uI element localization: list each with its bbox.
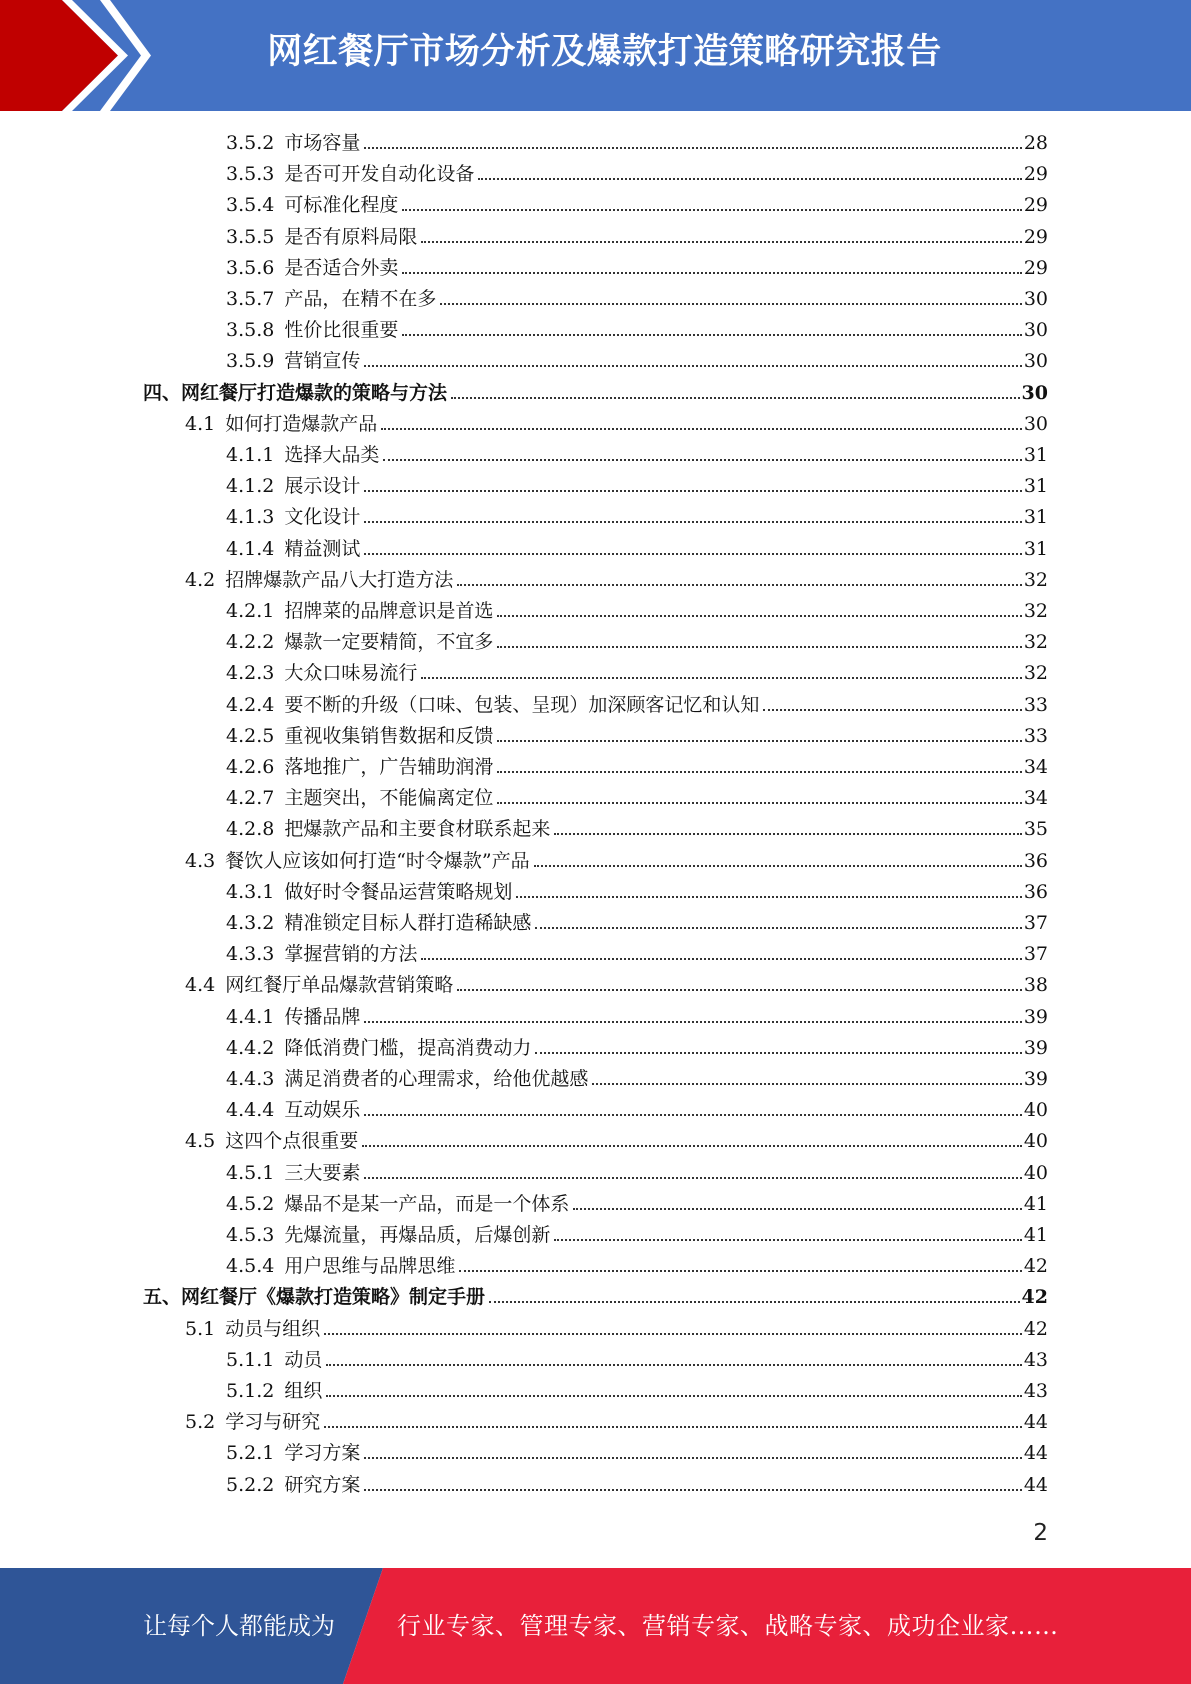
toc-entry-title: 做好时令餐品运营策略规划	[284, 880, 513, 903]
toc-entry-title: 招牌爆款产品八大打造方法	[225, 568, 454, 591]
toc-entry-title: 是否可开发自动化设备	[284, 163, 475, 186]
toc-entry-title: 餐饮人应该如何打造“时令爆款”产品	[225, 849, 530, 872]
toc-entry-page: 39	[1023, 1068, 1048, 1090]
toc-entry-number: 5.1.2	[226, 1380, 275, 1402]
toc-entry-page: 36	[1023, 880, 1048, 903]
toc-entry-page: 33	[1023, 693, 1048, 716]
toc-entry-number: 5.2.1	[226, 1442, 275, 1465]
toc-entry-number: 4.4.4	[226, 1099, 275, 1122]
toc-dot-leader	[592, 1082, 1021, 1085]
toc-entry[interactable]	[185, 846, 1048, 877]
toc-entry-page: 32	[1023, 568, 1048, 591]
toc-entry[interactable]	[226, 1064, 1048, 1095]
toc-entry-page: 32	[1023, 662, 1048, 685]
toc-entry-title: 降低消费门槛，提高消费动力	[284, 1036, 532, 1059]
toc-dot-leader	[364, 364, 1021, 367]
toc-entry-number: 4.2.3	[226, 662, 275, 685]
toc-entry-page: 31	[1023, 506, 1048, 529]
toc-dot-leader	[381, 427, 1022, 430]
toc-entry-title: 重视收集销售数据和反馈	[284, 724, 494, 747]
toc-entry[interactable]	[226, 159, 1048, 190]
toc-entry-title: 市场容量	[284, 132, 361, 154]
toc-dot-leader	[573, 1207, 1021, 1210]
toc-entry[interactable]	[226, 1345, 1048, 1376]
toc-dot-leader	[535, 1051, 1021, 1054]
toc-entry[interactable]	[226, 253, 1048, 284]
toc-entry[interactable]	[226, 752, 1048, 783]
toc-entry-page: 43	[1023, 1348, 1048, 1371]
toc-dot-leader	[516, 895, 1021, 898]
toc-entry-number: 5.2	[185, 1411, 216, 1434]
toc-entry[interactable]	[226, 222, 1048, 253]
toc-entry-title: 是否适合外卖	[284, 256, 399, 279]
toc-dot-leader	[554, 1238, 1021, 1241]
toc-entry-page: 35	[1023, 818, 1048, 841]
toc-entry[interactable]	[226, 1376, 1048, 1407]
toc-dot-leader	[457, 583, 1022, 586]
toc-dot-leader	[497, 739, 1021, 742]
toc-entry-title: 学习方案	[284, 1442, 361, 1465]
toc-entry-number: 4.2	[185, 568, 216, 591]
toc-entry[interactable]	[226, 1189, 1048, 1220]
toc-entry-page: 29	[1023, 163, 1048, 186]
toc-entry-title: 先爆流量，再爆品质，后爆创新	[284, 1224, 551, 1246]
toc-dot-leader	[364, 1488, 1021, 1491]
toc-entry-number: 4.3.1	[226, 880, 275, 903]
toc-dot-leader	[402, 271, 1021, 274]
toc-entry-number: 4.4.2	[226, 1036, 275, 1059]
toc-entry-title: 产品，在精不在多	[284, 288, 437, 310]
toc-entry-page: 44	[1023, 1473, 1048, 1496]
toc-entry[interactable]	[226, 596, 1048, 627]
toc-entry-title: 三大要素	[284, 1161, 361, 1184]
toc-dot-leader	[534, 864, 1022, 867]
toc-entry-number: 4.3	[185, 849, 216, 872]
toc-entry[interactable]	[226, 128, 1048, 159]
toc-entry-number: 4.1.1	[226, 444, 275, 466]
toc-entry-number: 3.5.3	[226, 163, 275, 186]
toc-entry-page: 43	[1023, 1380, 1048, 1402]
toc-entry-title: 网红餐厅单品爆款营销策略	[225, 974, 454, 997]
toc-entry-page: 33	[1023, 724, 1048, 747]
toc-entry-title: 招牌菜的品牌意识是首选	[284, 600, 494, 622]
toc-entry-number: 4.5	[185, 1130, 216, 1153]
toc-entry-page: 29	[1023, 194, 1048, 217]
toc-dot-leader	[364, 520, 1021, 523]
toc-entry-title: 爆品不是某一产品，而是一个体系	[284, 1192, 570, 1215]
toc-entry[interactable]	[226, 877, 1048, 908]
toc-entry-title: 组织	[284, 1380, 323, 1402]
toc-entry-title: 营销宣传	[284, 350, 361, 373]
toc-entry[interactable]	[226, 908, 1048, 939]
toc-entry-page: 31	[1023, 475, 1048, 498]
toc-entry-page: 29	[1023, 256, 1048, 279]
toc-dot-leader	[364, 1456, 1021, 1459]
toc-entry-title: 网红餐厅《爆款打造策略》制定手册	[181, 1286, 486, 1309]
toc-entry-number: 3.5.5	[226, 225, 275, 248]
toc-entry-number: 四、	[143, 381, 182, 404]
toc-entry-title: 精准锁定目标人群打造稀缺感	[284, 912, 532, 934]
toc-dot-leader	[364, 146, 1021, 149]
toc-dot-leader	[324, 1425, 1022, 1428]
toc-entry[interactable]	[226, 939, 1048, 970]
toc-entry-page: 32	[1023, 600, 1048, 622]
footer-expert-list: 行业专家、管理专家、营销专家、战略专家、成功企业家……	[397, 1612, 1059, 1640]
toc-entry-number: 4.1.2	[226, 475, 275, 498]
toc-entry[interactable]	[226, 783, 1048, 814]
toc-dot-leader	[478, 177, 1021, 180]
toc-entry-page: 38	[1023, 974, 1048, 997]
toc-entry-number: 4.1	[185, 412, 216, 435]
toc-entry[interactable]	[143, 378, 1048, 409]
toc-dot-leader	[440, 302, 1021, 305]
toc-entry-title: 掌握营销的方法	[284, 943, 418, 966]
toc-entry-page: 31	[1023, 444, 1048, 466]
toc-entry-number: 五、	[143, 1286, 182, 1309]
toc-entry[interactable]	[226, 1095, 1048, 1126]
toc-entry-title: 选择大品类	[284, 444, 380, 466]
toc-entry-number: 3.5.9	[226, 350, 275, 373]
toc-entry-number: 3.5.8	[226, 319, 275, 342]
toc-dot-leader	[364, 1113, 1021, 1116]
page-number: 2	[1033, 1520, 1048, 1546]
toc-entry-title: 可标准化程度	[284, 194, 399, 217]
toc-entry[interactable]	[226, 721, 1048, 752]
header-band	[0, 0, 1191, 111]
toc-entry-page: 30	[1023, 319, 1048, 342]
toc-entry-number: 4.2.2	[226, 631, 275, 654]
toc-entry-number: 4.2.7	[226, 787, 275, 810]
toc-entry-number: 4.2.4	[226, 693, 275, 716]
toc-entry-title: 网红餐厅打造爆款的策略与方法	[181, 381, 448, 404]
toc-entry[interactable]	[226, 1470, 1048, 1501]
toc-entry[interactable]	[226, 690, 1048, 721]
toc-entry[interactable]	[226, 502, 1048, 533]
toc-entry[interactable]	[185, 1126, 1048, 1157]
toc-dot-leader	[489, 1300, 1020, 1303]
toc-entry-page: 41	[1023, 1192, 1048, 1215]
toc-entry-number: 4.4.1	[226, 1005, 275, 1028]
toc-entry-title: 精益测试	[284, 537, 361, 560]
toc-entry[interactable]	[226, 190, 1048, 221]
toc-entry-number: 3.5.2	[226, 132, 275, 154]
toc-dot-leader	[364, 1020, 1021, 1023]
toc-entry-title: 主题突出，不能偏离定位	[284, 787, 494, 810]
toc-entry-page: 28	[1023, 132, 1048, 154]
toc-entry-number: 5.2.2	[226, 1473, 275, 1496]
toc-entry[interactable]	[185, 1314, 1048, 1345]
footer-slogan: 让每个人都能成为	[143, 1612, 335, 1640]
toc-entry-title: 传播品牌	[284, 1005, 361, 1028]
toc-entry[interactable]	[226, 1220, 1048, 1251]
toc-entry-title: 如何打造爆款产品	[225, 412, 378, 435]
toc-dot-leader	[421, 676, 1021, 679]
toc-dot-leader	[763, 708, 1021, 711]
toc-entry[interactable]	[226, 315, 1048, 346]
toc-dot-leader	[362, 1144, 1022, 1147]
toc-entry-number: 4.1.4	[226, 537, 275, 560]
toc-entry-number: 4.2.6	[226, 756, 275, 778]
toc-entry-page: 37	[1023, 943, 1048, 966]
toc-dot-leader	[324, 1332, 1022, 1335]
toc-dot-leader	[457, 988, 1022, 991]
toc-entry[interactable]	[226, 1438, 1048, 1469]
toc-entry-number: 4.2.1	[226, 600, 275, 622]
toc-entry[interactable]	[185, 565, 1048, 596]
toc-entry-title: 大众口味易流行	[284, 662, 418, 685]
toc-entry[interactable]	[226, 658, 1048, 689]
toc-entry-page: 30	[1021, 381, 1048, 404]
toc-entry-title: 互动娱乐	[284, 1099, 361, 1122]
toc-dot-leader	[535, 926, 1021, 929]
toc-dot-leader	[497, 614, 1021, 617]
toc-entry-page: 40	[1023, 1130, 1048, 1153]
toc-entry-title: 用户思维与品牌思维	[284, 1255, 456, 1278]
toc-dot-leader	[383, 458, 1021, 461]
toc-entry-number: 3.5.4	[226, 194, 275, 217]
toc-entry-page: 42	[1021, 1286, 1048, 1309]
toc-entry-page: 30	[1023, 412, 1048, 435]
toc-entry-number: 4.3.2	[226, 912, 275, 934]
toc-entry[interactable]	[226, 1251, 1048, 1282]
toc-entry-page: 37	[1023, 912, 1048, 934]
toc-dot-leader	[402, 333, 1021, 336]
toc-entry-page: 41	[1023, 1224, 1048, 1246]
toc-entry[interactable]	[226, 627, 1048, 658]
toc-entry-number: 4.4	[185, 974, 216, 997]
toc-dot-leader	[497, 645, 1021, 648]
toc-entry-page: 34	[1023, 787, 1048, 810]
toc-dot-leader	[364, 552, 1021, 555]
toc-entry-number: 3.5.7	[226, 288, 275, 310]
toc-entry[interactable]	[226, 534, 1048, 565]
toc-entry-title: 满足消费者的心理需求，给他优越感	[284, 1068, 589, 1090]
toc-entry-page: 40	[1023, 1161, 1048, 1184]
toc-entry-title: 这四个点很重要	[225, 1130, 359, 1153]
toc-entry-title: 落地推广，广告辅助润滑	[284, 756, 494, 778]
toc-entry[interactable]	[226, 440, 1048, 471]
footer-band	[0, 1568, 1191, 1684]
toc-dot-leader	[459, 1269, 1021, 1272]
toc-entry[interactable]	[226, 346, 1048, 377]
toc-entry-number: 5.1	[185, 1317, 216, 1340]
toc-entry[interactable]	[226, 814, 1048, 845]
toc-entry-page: 40	[1023, 1099, 1048, 1122]
toc-entry-page: 42	[1023, 1255, 1048, 1278]
toc-entry-page: 29	[1023, 225, 1048, 248]
toc-entry-title: 把爆款产品和主要食材联系起来	[284, 818, 551, 841]
toc-entry-title: 文化设计	[284, 506, 361, 529]
toc-dot-leader	[554, 832, 1021, 835]
toc-entry-number: 4.5.3	[226, 1224, 275, 1246]
toc-dot-leader	[497, 770, 1021, 773]
toc-entry-title: 研究方案	[284, 1473, 361, 1496]
toc-entry-number: 4.2.8	[226, 818, 275, 841]
toc-entry-number: 5.1.1	[226, 1348, 275, 1371]
toc-entry-page: 31	[1023, 537, 1048, 560]
toc-dot-leader	[326, 1363, 1021, 1366]
toc-entry-page: 42	[1023, 1317, 1048, 1340]
toc-dot-leader	[364, 489, 1021, 492]
toc-entry-page: 30	[1023, 288, 1048, 310]
toc-entry-title: 动员与组织	[225, 1317, 321, 1340]
toc-dot-leader	[364, 1176, 1021, 1179]
toc-entry-title: 展示设计	[284, 475, 361, 498]
toc-entry-number: 4.1.3	[226, 506, 275, 529]
toc-entry-page: 36	[1023, 849, 1048, 872]
toc-entry-title: 要不断的升级（口味、包装、呈现）加深顾客记忆和认知	[284, 693, 760, 716]
toc-entry-number: 3.5.6	[226, 256, 275, 279]
toc-entry-number: 4.2.5	[226, 724, 275, 747]
toc-entry[interactable]	[143, 1282, 1048, 1313]
toc-entry-number: 4.4.3	[226, 1068, 275, 1090]
toc-dot-leader	[497, 801, 1021, 804]
toc-entry-title: 性价比很重要	[284, 319, 399, 342]
toc-dot-leader	[326, 1394, 1021, 1397]
toc-entry[interactable]	[185, 409, 1048, 440]
toc-entry-page: 30	[1023, 350, 1048, 373]
toc-entry[interactable]	[226, 284, 1048, 315]
toc-dot-leader	[402, 208, 1021, 211]
report-title: 网红餐厅市场分析及爆款打造策略研究报告	[267, 32, 942, 72]
toc-entry-title: 学习与研究	[225, 1411, 321, 1434]
toc-dot-leader	[421, 957, 1021, 960]
toc-entry-number: 4.5.2	[226, 1192, 275, 1215]
toc-entry-page: 44	[1023, 1442, 1048, 1465]
toc-dot-leader	[451, 396, 1020, 399]
toc-entry-number: 4.5.4	[226, 1255, 275, 1278]
toc-entry-title: 动员	[284, 1348, 323, 1371]
toc-entry-page: 32	[1023, 631, 1048, 654]
toc-entry-title: 是否有原料局限	[284, 225, 418, 248]
toc-entry-page: 44	[1023, 1411, 1048, 1434]
toc-entry-title: 爆款一定要精简，不宜多	[284, 631, 494, 654]
toc-entry[interactable]	[226, 1033, 1048, 1064]
toc-entry[interactable]	[185, 970, 1048, 1001]
toc-dot-leader	[421, 240, 1021, 243]
toc-entry[interactable]	[226, 1158, 1048, 1189]
toc-entry[interactable]	[185, 1407, 1048, 1438]
toc-entry-page: 39	[1023, 1005, 1048, 1028]
toc-entry-page: 34	[1023, 756, 1048, 778]
toc-entry-page: 39	[1023, 1036, 1048, 1059]
toc-entry[interactable]	[226, 471, 1048, 502]
toc-entry[interactable]	[226, 1002, 1048, 1033]
toc-entry-number: 4.3.3	[226, 943, 275, 966]
toc-entry-number: 4.5.1	[226, 1161, 275, 1184]
